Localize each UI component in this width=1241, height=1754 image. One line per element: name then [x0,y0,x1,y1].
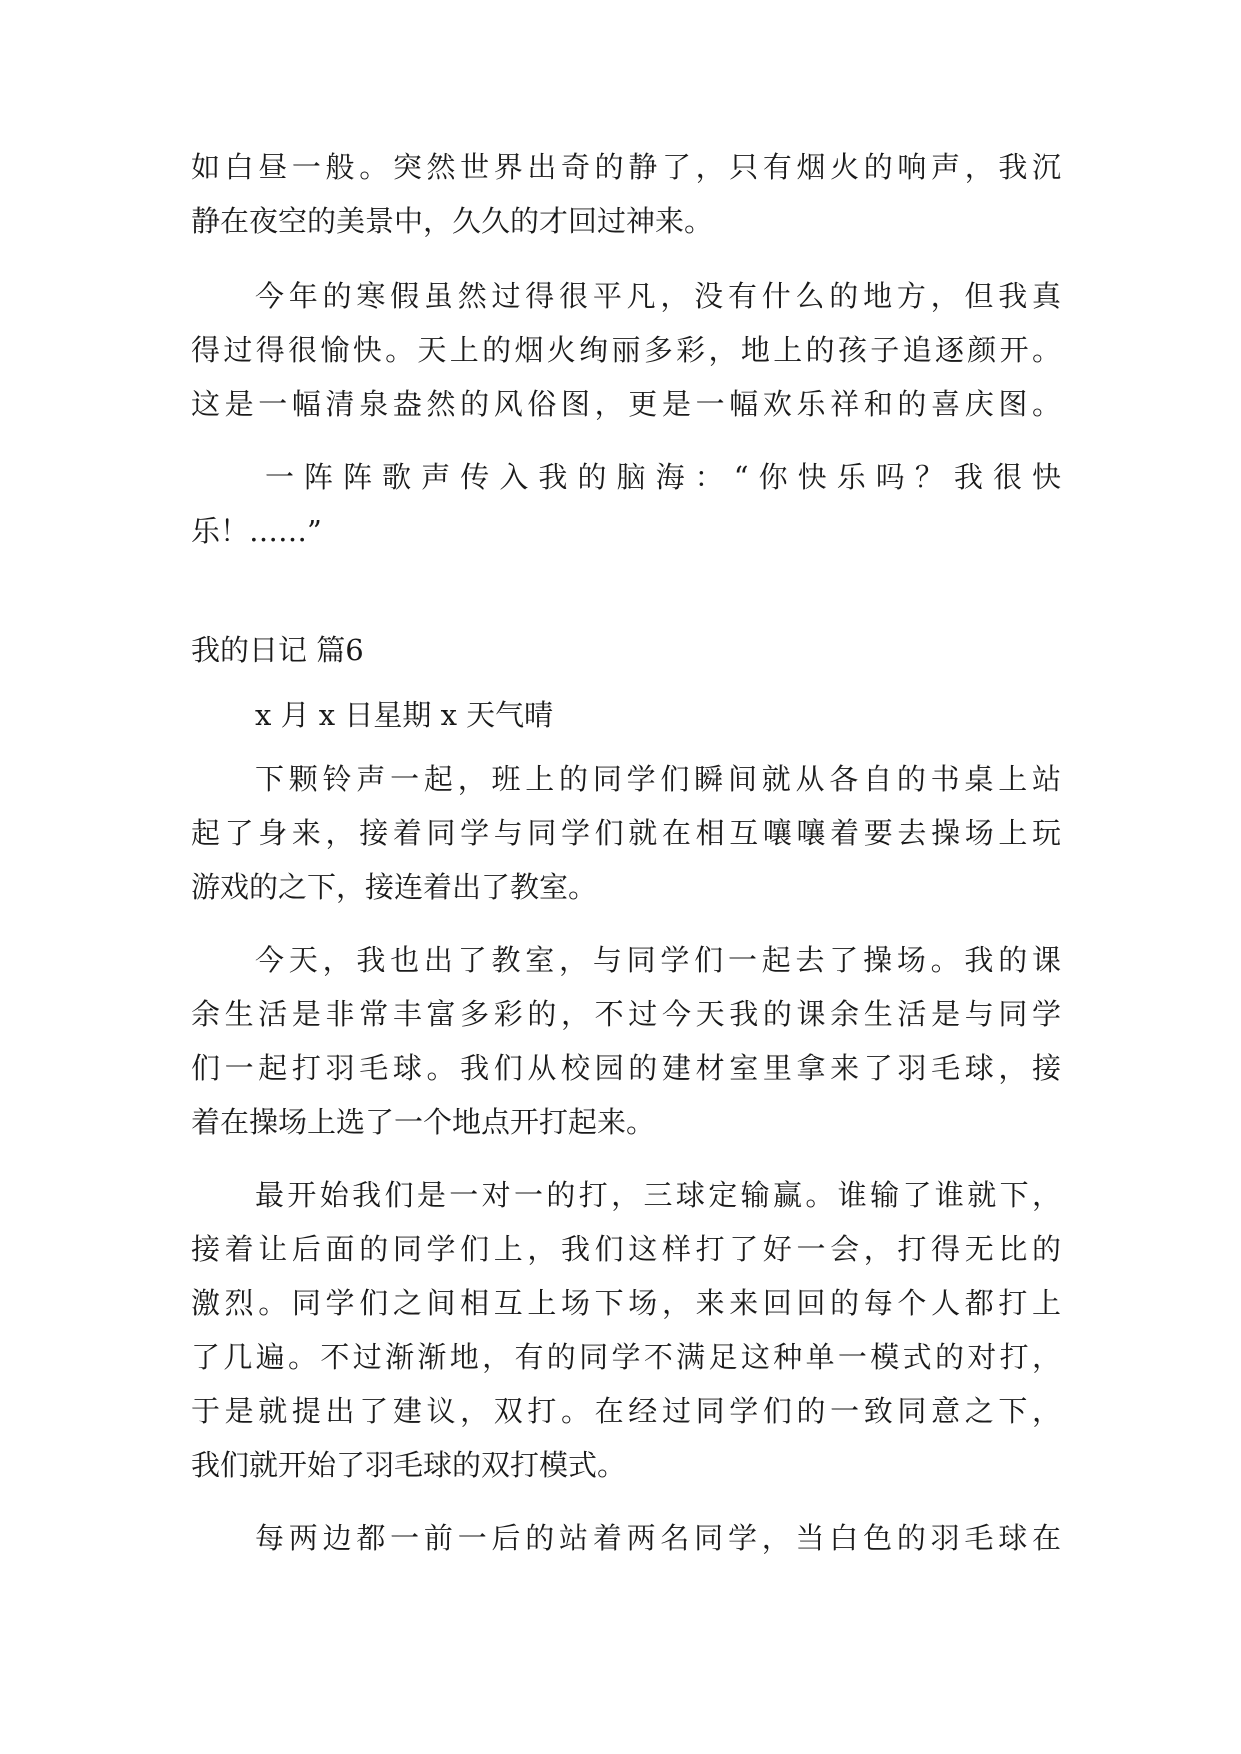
paragraph-line: 们一起打羽毛球。我们从校园的建材室里拿来了羽毛球，接 [191,1051,1061,1085]
section-heading: 我的日记 篇6 [191,633,364,667]
paragraph-line: 最开始我们是一对一的打，三球定输赢。谁输了谁就下， [255,1178,1061,1212]
paragraph-line: 乐！……” [191,514,322,548]
paragraph-line: 一阵阵歌声传入我的脑海：“你快乐吗？我很快 [265,460,1061,494]
diary-date-line: x 月 x 日星期 x 天气晴 [255,698,554,732]
paragraph-line: 这是一幅清泉盎然的风俗图，更是一幅欢乐祥和的喜庆图。 [191,387,1061,421]
paragraph-line: 了几遍。不过渐渐地，有的同学不满足这种单一模式的对打， [191,1340,1061,1374]
paragraph-line: 于是就提出了建议，双打。在经过同学们的一致同意之下， [191,1394,1061,1428]
paragraph-line: 每两边都一前一后的站着两名同学，当白色的羽毛球在 [255,1521,1061,1555]
paragraph-line: 今天，我也出了教室，与同学们一起去了操场。我的课 [255,943,1061,977]
paragraph-line: 下颗铃声一起，班上的同学们瞬间就从各自的书桌上站 [255,762,1061,796]
paragraph-line: 起了身来，接着同学与同学们就在相互嚷嚷着要去操场上玩 [191,816,1061,850]
paragraph-line: 今年的寒假虽然过得很平凡，没有什么的地方，但我真 [255,279,1061,313]
paragraph-line: 游戏的之下，接连着出了教室。 [191,870,598,904]
paragraph-line: 我们就开始了羽毛球的双打模式。 [191,1448,627,1482]
paragraph-line: 着在操场上选了一个地点开打起来。 [191,1105,656,1139]
paragraph-line: 静在夜空的美景中，久久的才回过神来。 [191,204,714,238]
paragraph-line: 如白昼一般。突然世界出奇的静了，只有烟火的响声，我沉 [191,150,1061,184]
paragraph-line: 接着让后面的同学们上，我们这样打了好一会，打得无比的 [191,1232,1061,1266]
paragraph-line: 得过得很愉快。天上的烟火绚丽多彩，地上的孩子追逐颜开。 [191,333,1061,367]
paragraph-line: 余生活是非常丰富多彩的，不过今天我的课余生活是与同学 [191,997,1061,1031]
paragraph-line: 激烈。同学们之间相互上场下场，来来回回的每个人都打上 [191,1286,1061,1320]
